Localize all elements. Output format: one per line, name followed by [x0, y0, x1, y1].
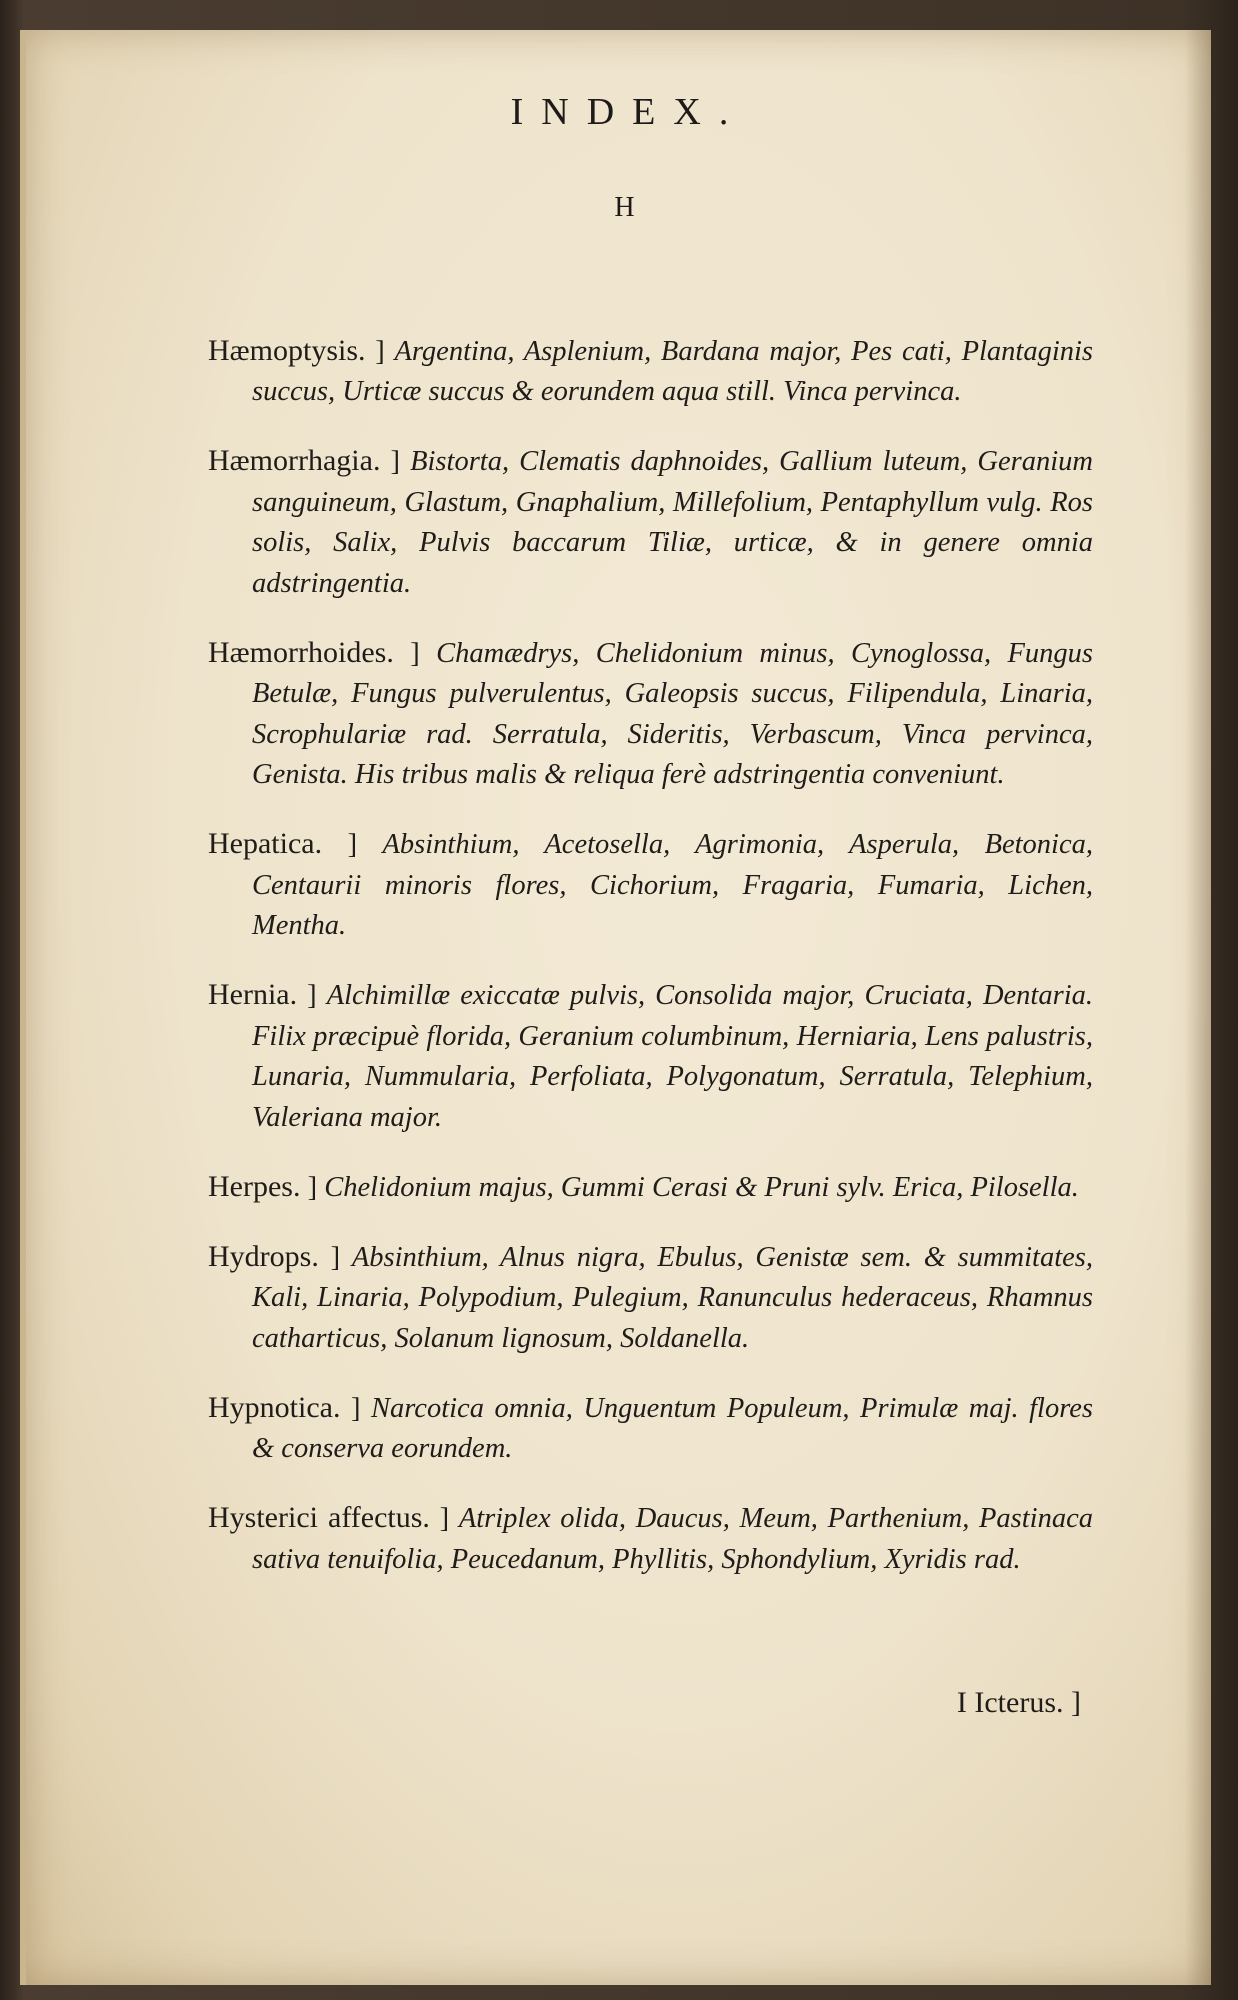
entry-bracket: ]	[307, 1171, 325, 1203]
entry-bracket: ]	[347, 829, 383, 860]
entry-term: Hæmorrhoides.	[208, 635, 394, 669]
entry-term: Hydrops.	[208, 1239, 319, 1273]
entry-bracket: ]	[307, 980, 327, 1011]
entry-bracket: ]	[330, 1241, 352, 1273]
catchword: I Icterus. ]	[956, 1686, 1081, 1719]
running-head: INDEX.	[510, 91, 747, 133]
entry-bracket: ]	[351, 1392, 372, 1424]
entry-text: Absinthium, Acetosella, Agrimonia, Asperula, Betonica, Centaurii minoris flores, Cichorium, Fragaria, Fumaria, Lichen, Mentha.	[252, 829, 1094, 941]
entry-text: Alchimillæ exiccatæ pulvis, Consolida major, Cruciata, Dentaria. Filix præcipuè florida, Geranium columbinum, Herniaria, Lens palustris, Lunaria, Nummularia, Perfoliata, Polygonatum, Serratula, Telephium, Valeriana major.	[252, 980, 1093, 1133]
index-entry	[208, 975, 1093, 1138]
entry-text: Chelidonium majus, Gummi Cerasi & Pruni sylv. Erica, Pilosella.	[324, 1171, 1079, 1203]
book-page	[20, 30, 1211, 1985]
index-entry	[208, 633, 1093, 796]
index-entry	[208, 1167, 1093, 1209]
index-entry	[208, 824, 1093, 947]
entry-term: Hysterici affectus.	[208, 1501, 430, 1534]
index-entry	[208, 1388, 1093, 1470]
section-letter: H	[614, 192, 635, 223]
entry-term: Hernia.	[208, 978, 298, 1011]
page-header	[26, 90, 1211, 224]
index-entry	[208, 441, 1093, 604]
entry-bracket: ]	[375, 335, 395, 367]
entry-term: Herpes.	[208, 1169, 301, 1203]
entry-bracket: ]	[410, 637, 437, 669]
entry-bracket: ]	[390, 446, 411, 477]
entry-text: Absinthium, Alnus nigra, Ebulus, Genistæ sem. & summitates, Kali, Linaria, Polypodium, Pulegium, Ranunculus hederaceus, Rhamnus catharticus, Solanum lignosum, Soldanella.	[252, 1241, 1094, 1354]
index-entry	[208, 1237, 1093, 1360]
entry-term: Hypnotica.	[208, 1390, 341, 1424]
entry-text: Atriplex olida, Daucus, Meum, Parthenium, Pastinaca sativa tenuifolia, Peucedanum, Phyllitis, Sphondylium, Xyridis rad.	[252, 1503, 1093, 1575]
index-entries	[208, 302, 1093, 1580]
entry-text: Bistorta, Clematis daphnoides, Gallium luteum, Geranium sanguineum, Glastum, Gnaphalium, Millefolium, Pentaphyllum vulg. Ros solis, Salix, Pulvis baccarum Tiliæ, urticæ, & in genere omnia adstringentia.	[252, 446, 1093, 599]
entry-text: Narcotica omnia, Unguentum Populeum, Primulæ maj. flores & conserva eorundem.	[252, 1392, 1094, 1464]
index-entry	[208, 1498, 1093, 1580]
entry-text: Argentina, Asplenium, Bardana major, Pes cati, Plantaginis succus, Urticæ succus & eorundem aqua still. Vinca pervinca.	[252, 335, 1093, 407]
entry-term: Hepatica.	[208, 827, 323, 860]
entry-term: Hæmorrhagia.	[208, 444, 381, 477]
index-entry	[208, 331, 1093, 413]
entry-bracket: ]	[439, 1503, 459, 1534]
entry-text: Chamædrys, Chelidonium minus, Cynoglossa, Fungus Betulæ, Fungus pulverulentus, Galeopsis succus, Filipendula, Linaria, Scrophulariæ rad. Serratula, Sideritis, Verbascum, Vinca pervinca, Genista. His tribus malis & reliqua ferè adstringentia conveniunt.	[252, 637, 1094, 790]
entry-term: Hæmoptysis.	[208, 333, 366, 367]
spine-shadow	[1185, 30, 1211, 1985]
